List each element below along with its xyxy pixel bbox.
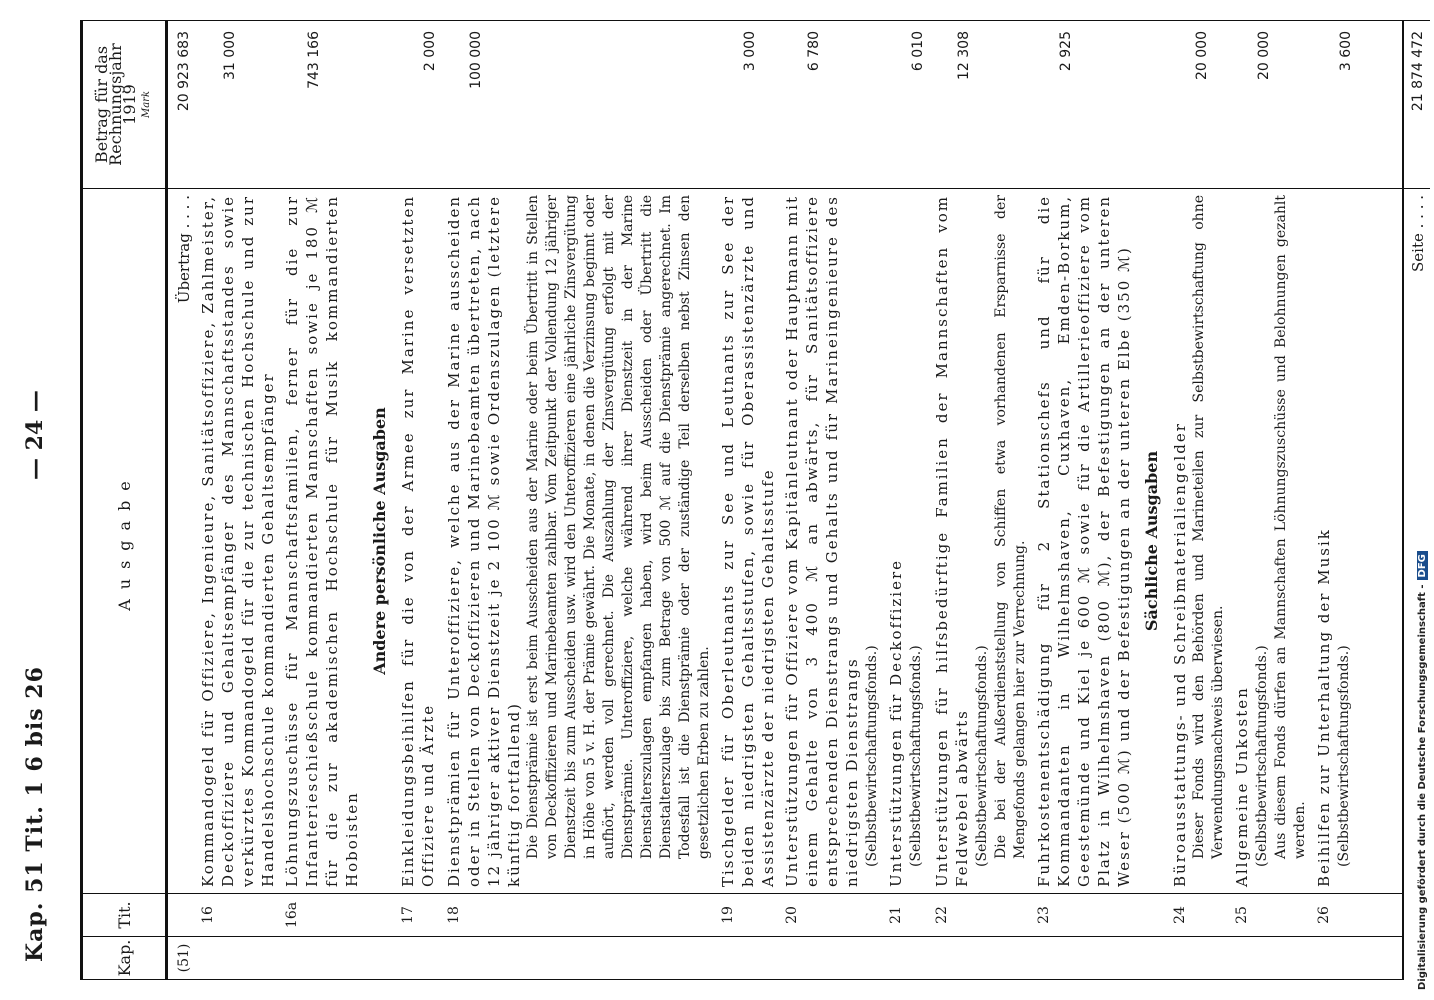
item-remark: Dieser Fonds wird den Behörden und Marineteilen zur Selbstbewirtschaftung ohne Verwendungsnachweis überwiesen. [1191, 195, 1226, 859]
budget-item-row [716, 21, 780, 980]
section-heading: Andere persönliche Ausgaben [364, 189, 396, 894]
titel-number: 24 [1168, 894, 1230, 937]
col-header-ausgabe: Ausgabe [82, 189, 167, 894]
item-description: Kommandogeld für Offiziere, Ingenieure, Sanitätsoffiziere, Zahlmeister, Deckoffiziere und Gehaltsempfänger des Mannschaftsstandes sowie verkürztes Kommandogeld für die zur technischen Hochschule und zur Handelshochschule kommandierten Gehaltsempfänger [199, 195, 277, 887]
budget-item-row [396, 21, 442, 980]
item-description: Dienstprämien für Unteroffiziere, welche aus der Marine ausscheiden oder in Stellen von Deckoffizieren und Marinebeamten übertreten, nach 12 jähriger aktiver Dienstzeit je 2 100 ℳ sowie Ordenszulagen (letztere künftig fortfallend) [445, 195, 523, 887]
titel-number: 19 [716, 894, 780, 937]
item-amount: 6 780 [780, 21, 884, 189]
uebertrag-amount: 20 923 683 [167, 21, 197, 189]
header-chapter-ref: Kap. 51 Tit. 1 6 bis 26 [22, 666, 48, 962]
titel-number: 18 [442, 894, 716, 937]
section-heading-row [364, 21, 396, 980]
col-header-amount [82, 21, 167, 189]
dfg-watermark [1415, 10, 1431, 990]
budget-item-row [884, 21, 930, 980]
item-fund-note: (Selbstbewirtschaftungsfonds.) [1254, 645, 1270, 867]
item-description: Unterstützungen für Offiziere vom Kapitänleutnant oder Hauptmann mit einem Gehalte von 3 400 ℳ an abwärts, für Sanitätsoffiziere entsprechenden Dienstrangs und Gehalts und für Marineingenieure des niedrigsten Dienstrangs [783, 195, 861, 887]
spacer-row [1358, 21, 1403, 980]
item-remark: Aus diesem Fonds dürfen an Mannschaften Löhnungszuschüsse und Belohnungen gezahlt werden. [1273, 195, 1308, 859]
item-amount: 2 000 [396, 21, 442, 189]
titel-number: 23 [1032, 894, 1136, 937]
item-amount: 20 000 [1230, 21, 1312, 189]
uebertrag-label: Übertrag . . . . [167, 189, 197, 894]
budget-item-row [196, 21, 280, 980]
item-amount: 20 000 [1168, 21, 1230, 189]
budget-item-row [442, 21, 716, 980]
total-amount: 21 874 472 [1403, 21, 1430, 189]
item-description: Löhnungszuschüsse für Mannschaftsfamilien, ferner für die zur Infanterieschießschule kommandierten Mannschaften sowie je 180 ℳ für die zur akademischen Hochschule für Musik kommandierten Hoboisten [283, 195, 361, 887]
section-heading: Sächliche Ausgaben [1136, 189, 1168, 894]
dfg-logo: DFG [1417, 551, 1428, 580]
titel-number: 16 [196, 894, 280, 937]
item-description: Unterstützungen für hilfsbedürftige Familien der Mannschaften vom Feldwebel abwärts [933, 195, 971, 887]
item-description: Beihilfen zur Unterhaltung der Musik [1315, 528, 1333, 887]
item-description: Allgemeine Unkosten [1233, 686, 1251, 887]
titel-number: 16a [280, 894, 364, 937]
amount-unit: Mark [140, 90, 152, 119]
item-amount: 6 010 [884, 21, 930, 189]
item-remark: Die bei der Außerdienststellung von Schiffen etwa vorhandenen Ersparnisse der Mengefonds gelangen hier zur Verrechnung. [993, 195, 1028, 859]
col-header-kap: Kap. [82, 937, 167, 980]
total-label: Seite . . . . [1403, 189, 1430, 894]
item-fund-note: (Selbstbewirtschaftungsfonds.) [864, 645, 880, 867]
titel-number: 20 [780, 894, 884, 937]
item-description: Fuhrkostenentschädigung für 2 Stationschefs und für die Kommandanten in Wilhelmshaven, Cuxhaven, Emden-Borkum, Geestemünde und Kiel je 600 ℳ sowie für die Artillerieoffiziere vom Platz in Wilhelmshaven (800 ℳ), der Befestigungen an der unteren Weser (500 ℳ) und der Befestigungen an der unteren Elbe (350 ℳ) [1035, 195, 1133, 887]
item-amount: 100 000 [442, 21, 716, 189]
budget-item-row [280, 21, 364, 980]
amount-header-line-3: 1919 [119, 84, 139, 125]
item-amount: 743 166 [280, 21, 364, 189]
running-header [22, 20, 62, 980]
budget-item-row [1230, 21, 1312, 980]
item-remark: Die Dienstprämie ist erst beim Ausscheiden aus der Marine oder beim Übertritt in Stellen von Deckoffizieren und Marinebeamten zahlbar. Vom Zeitpunkt der Vollendung 12 jähriger Dienstzeit bis zum Ausscheiden usw. wird den Unteroffizieren eine jährliche Zinsvergütung in Höhe von 5 v. H. der Prämie gewährt. Die Monate, in denen die Verzinsung beginnt oder aufhört, werden voll gerechnet. Die Auszahlung der Zinsvergütung erfolgt mit der Dienstprämie. Unteroffiziere, welche während ihrer Dienstzeit in der Marine Dienstalterszulagen empfangen haben, wird beim Ausscheiden oder Übertritt die Dienstalterszulage bis zum Betrage von 500 ℳ auf die Dienstprämie angerechnet. Im Todesfall ist die Dienstprämie oder der zuständige Teil derselben nebst Zinsen den gesetzlichen Erben zu zahlen. [525, 195, 712, 859]
budget-item-row [1168, 21, 1230, 980]
table-header-row [82, 21, 167, 980]
item-amount: 3 600 [1312, 21, 1358, 189]
titel-number: 22 [930, 894, 1032, 937]
item-fund-note: (Selbstbewirtschaftungsfonds.) [974, 645, 990, 867]
amount-header-line-2: Rechnungsjahr [105, 43, 125, 166]
budget-item-row [1312, 21, 1358, 980]
item-description: Unterstützungen für Deckoffiziere [887, 558, 905, 887]
uebertrag-row [167, 21, 197, 980]
page-number: — 24 — [22, 390, 48, 480]
amount-header-line-1: Betrag für das [91, 45, 111, 164]
titel-number: 26 [1312, 894, 1358, 937]
kap-value: (51) [167, 937, 197, 980]
item-amount: 31 000 [196, 21, 280, 189]
item-amount: 3 000 [716, 21, 780, 189]
budget-item-row [1032, 21, 1136, 980]
item-amount: 12 308 [930, 21, 1032, 189]
titel-number: 17 [396, 894, 442, 937]
section-heading-row [1136, 21, 1168, 980]
item-description: Einkleidungsbeihilfen für die von der Armee zur Marine versetzten Offiziere und Ärzte [399, 195, 437, 887]
watermark-text: Digitalisierung gefördert durch die Deutsche Forschungsgemeinschaft - [1417, 584, 1428, 990]
item-fund-note: (Selbstbewirtschaftungsfonds.) [908, 645, 924, 867]
item-description: Büroausstattungs- und Schreibmaterialiengelder [1171, 422, 1189, 887]
budget-table [80, 20, 1430, 980]
titel-number: 21 [884, 894, 930, 937]
budget-item-row [780, 21, 884, 980]
budget-item-row [930, 21, 1032, 980]
titel-number: 25 [1230, 894, 1312, 937]
col-header-tit: Tit. [82, 894, 167, 937]
item-fund-note: (Selbstbewirtschaftungsfonds.) [1336, 645, 1352, 867]
item-amount: 2 925 [1032, 21, 1136, 189]
item-description: Tischgelder für Oberleutnants zur See und Leutnants zur See der beiden niedrigsten Gehaltsstufen, sowie für Oberassistenzärzte und Assistenzärzte der niedrigsten Gehaltsstufe [719, 195, 777, 887]
